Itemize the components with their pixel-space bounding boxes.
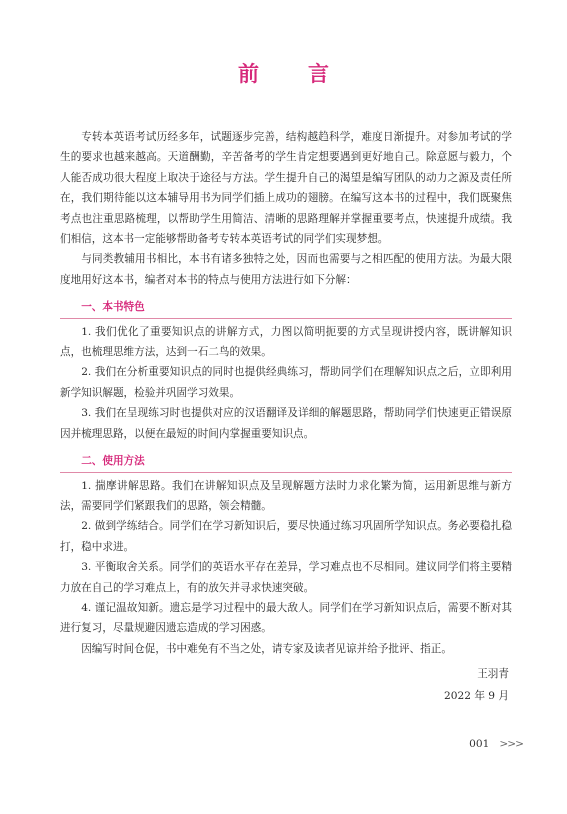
- closing-paragraph: 因编写时间仓促，书中难免有不当之处，请专家及读者见谅并给予批评、指正。: [81, 642, 452, 655]
- usage-item-4: 4. 谨记温故知新。遗忘是学习过程中的最大敌人。同学们在学习新知识点后，需要不断对其进行复习，尽量规避因遗忘造成的学习困惑。: [60, 601, 512, 635]
- preface-body: [60, 127, 512, 659]
- section-features: [60, 297, 512, 444]
- section-divider: [60, 318, 512, 319]
- page-title: 前 言: [238, 61, 343, 86]
- section-divider: [60, 472, 512, 473]
- date-line: 2022 年 9 月: [444, 690, 509, 702]
- usage-item-3: 3. 平衡取舍关系。同学们的英语水平存在差异，学习难点也不尽相同。建议同学们将主要精力放在自己的学习难点上，有的放矢并寻求快速突破。: [60, 561, 512, 594]
- section-usage: [60, 451, 512, 639]
- intro-paragraph-1: 专转本英语考试历经多年，试题逐步完善，结构越趋科学，难度日渐提升。对参加考试的学生的要求也越来越高。天道酬勤，辛苦备考的学生肯定想要遇到更好地自己。除意愿与毅力，个人能否成功很大程度上取决于途径与方法。学生提升自己的渴望是编写团队的动力之源及责任所在，我们期待能以这本辅导用书为同学们插上成功的翅膀。在编写这本书的过程中，我们既聚焦考点也注重思路梳理，以帮助学生用简洁、清晰的思路理解并掌握重要考点，快速提升成绩。我们相信，这本书一定能够帮助备考专转本英语考试的同学们实现梦想。: [60, 131, 512, 246]
- page-footer: [469, 738, 523, 750]
- intro-paragraph-2: 与同类教辅用书相比，本书有诸多独特之处，因而也需要与之相匹配的使用方法。为最大限度地用好这本书，编者对本书的特点与使用方法进行如下分解：: [60, 253, 512, 286]
- feature-item-1: 1. 我们优化了重要知识点的讲解方式，力图以简明扼要的方式呈现讲授内容，既讲解知识点，也梳理思维方法，达到一石二鸟的效果。: [60, 325, 512, 359]
- feature-item-2: 2. 我们在分析重要知识点的同时也提供经典练习，帮助同学们在理解知识点之后，立即利用新学知识解题，检验并巩固学习效果。: [60, 366, 512, 399]
- usage-item-2: 2. 做到学练结合。同学们在学习新知识后，要尽快通过练习巩固所学知识点。务必要稳扎稳打，稳中求进。: [60, 520, 512, 553]
- feature-item-3: 3. 我们在呈现练习时也提供对应的汉语翻译及详细的解题思路，帮助同学们快速更正错误原因并梳理思路，以便在最短的时间内掌握重要知识点。: [60, 407, 512, 440]
- author-name: 王羽青: [477, 668, 509, 680]
- usage-item-1: 1. 揣摩讲解思路。我们在讲解知识点及呈现解题方法时力求化繁为简，运用新思维与新方法，需要同学们紧跟我们的思路，领会精髓。: [60, 479, 512, 512]
- section-heading-features: 一、本书特色: [81, 301, 145, 314]
- page-number: 001: [469, 738, 490, 750]
- page-arrows: >>>: [499, 738, 523, 750]
- section-heading-usage: 二、使用方法: [81, 455, 145, 468]
- signature-block: [309, 663, 509, 707]
